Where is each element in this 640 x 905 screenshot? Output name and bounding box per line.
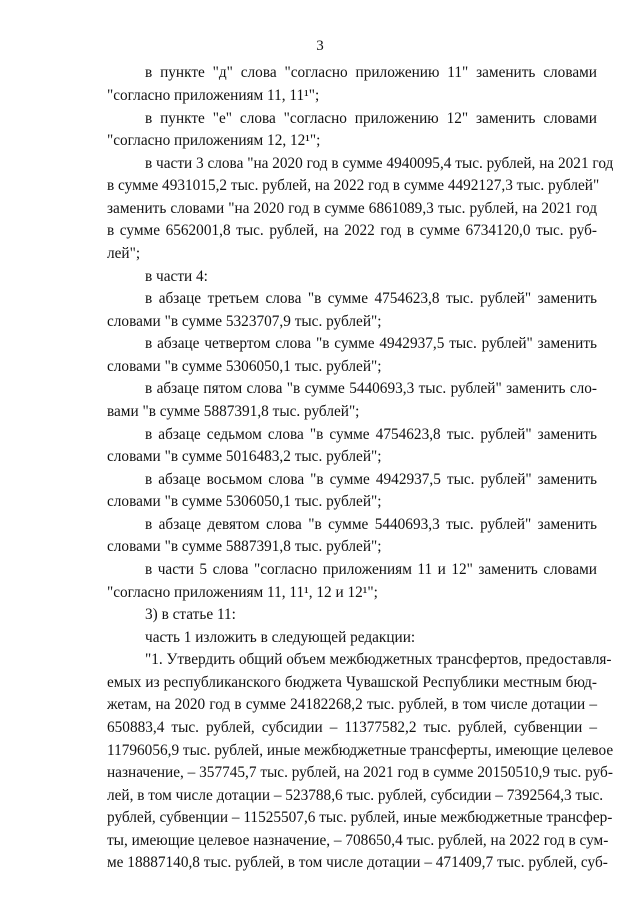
- text-line: в абзаце девятом слова "в сумме 5440693,3 тыс. рублей" заменить: [145, 516, 597, 533]
- text-line: словами "в сумме 5323707,9 тыс. рублей";: [107, 313, 382, 330]
- text-line: в пункте "е" слова "согласно приложению 12" заменить словами: [145, 110, 597, 127]
- text-line: словами "в сумме 5016483,2 тыс. рублей";: [107, 448, 382, 465]
- text-line: в части 3 слова "на 2020 год в сумме 4940095,4 тыс. рублей, на 2021 год: [145, 155, 614, 172]
- text-line: в сумме 4931015,2 тыс. рублей, на 2022 год в сумме 4492127,3 тыс. рублей": [107, 177, 600, 194]
- text-line: "1. Утвердить общий объем межбюджетных трансфертов, предоставля-: [145, 651, 612, 668]
- text-line: в абзаце третьем слова "в сумме 4754623,8 тыс. рублей" заменить: [145, 290, 597, 307]
- text-line: в абзаце восьмом слова "в сумме 4942937,5 тыс. рублей" заменить: [145, 471, 597, 488]
- text-line: назначение, – 357745,7 тыс. рублей, на 2021 год в сумме 20150510,9 тыс. руб-: [107, 764, 613, 781]
- text-line: словами "в сумме 5306050,1 тыс. рублей";: [107, 493, 382, 510]
- text-line: ме 18887140,8 тыс. рублей, в том числе дотации – 471409,7 тыс. рублей, суб-: [107, 854, 608, 871]
- text-line: в сумме 6562001,8 тыс. рублей, на 2022 год в сумме 6734120,0 тыс. руб-: [107, 222, 597, 239]
- text-line: вами "в сумме 5887391,8 тыс. рублей";: [107, 403, 360, 420]
- text-line: словами "в сумме 5306050,1 тыс. рублей";: [107, 358, 382, 375]
- text-line: емых из республиканского бюджета Чувашской Республики местным бюд-: [107, 674, 597, 691]
- text-line: в части 5 слова "согласно приложениям 11 и 12" заменить словами: [145, 561, 597, 578]
- text-line: заменить словами "на 2020 год в сумме 6861089,3 тыс. рублей, на 2021 год: [107, 200, 597, 217]
- text-line: 650883,4 тыс. рублей, субсидии – 11377582,2 тыс. рублей, субвенции –: [107, 719, 597, 736]
- text-line: в абзаце четвертом слова "в сумме 4942937,5 тыс. рублей" заменить: [145, 335, 597, 352]
- text-line: в пункте "д" слова "согласно приложению 11" заменить словами: [145, 64, 597, 81]
- text-line: часть 1 изложить в следующей редакции:: [145, 629, 416, 646]
- text-line: 3) в статье 11:: [145, 606, 236, 623]
- text-line: в части 4:: [145, 268, 208, 285]
- text-line: словами "в сумме 5887391,8 тыс. рублей";: [107, 538, 382, 555]
- text-line: 11796056,9 тыс. рублей, иные межбюджетные трансферты, имеющие целевое: [107, 742, 614, 759]
- text-line: жетам, на 2020 год в сумме 24182268,2 тыс. рублей, в том числе дотации –: [107, 696, 597, 713]
- text-line: "согласно приложениям 12, 12¹";: [107, 132, 321, 149]
- text-line: ты, имеющие целевое назначение, – 708650,4 тыс. рублей, на 2022 год в сум-: [107, 832, 609, 849]
- text-line: "согласно приложениям 11, 11¹";: [107, 87, 320, 104]
- text-line: лей, в том числе дотации – 523788,6 тыс. рублей, субсидии – 7392564,3 тыс.: [107, 787, 604, 804]
- text-line: лей";: [107, 245, 141, 262]
- text-line: рублей, субвенции – 11525507,6 тыс. рублей, иные межбюджетные трансфер-: [107, 809, 613, 826]
- text-line: в абзаце пятом слова "в сумме 5440693,3 тыс. рублей" заменить сло-: [145, 380, 597, 397]
- text-line: в абзаце седьмом слова "в сумме 4754623,8 тыс. рублей" заменить: [145, 426, 597, 443]
- text-line: "согласно приложениям 11, 11¹, 12 и 12¹";: [107, 584, 378, 601]
- page-number: 3: [316, 38, 324, 54]
